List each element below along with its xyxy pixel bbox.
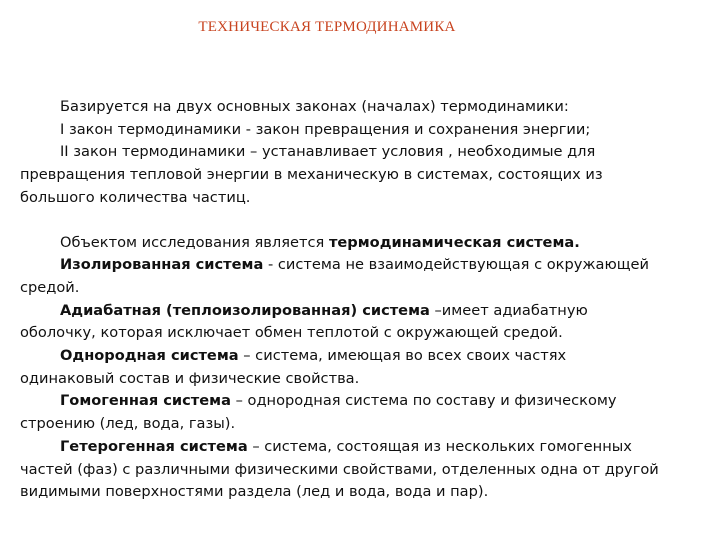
- object-term: термодинамическая система.: [328, 233, 580, 251]
- uniform-term: Однородная система: [60, 347, 239, 365]
- page-title: ТЕХНИЧЕСКАЯ ТЕРМОДИНАМИКА: [198, 19, 456, 35]
- uniform-definition: [20, 345, 660, 390]
- isolated-text: - система не взаимодействующая с окружающей средой.: [20, 256, 649, 296]
- second-law: II закон термодинамики – устанавливает условия , необходимые для превращения тепловой энергии в механическую в системах, состоящих из большого количества частиц.: [20, 143, 603, 206]
- adiabatic-definition: [20, 300, 660, 345]
- homogeneous-text: – однородная система по составу и физическому строению (лед, вода, газы).: [20, 392, 617, 433]
- paragraph-gap: [20, 210, 660, 232]
- adiabatic-term: Адиабатная (теплоизолированная) система: [60, 301, 430, 319]
- slide-body: [20, 96, 660, 504]
- first-law: I закон термодинамики - закон превращения и сохранения энергии;: [60, 120, 591, 138]
- adiabatic-text: –имеет адиабатную оболочку, которая исключает обмен теплотой с окружающей средой.: [20, 301, 588, 342]
- homogeneous-definition: [20, 390, 660, 435]
- heterogeneous-text: – система, состоящая из нескольких гомогенных частей (фаз) с различными физическими свойствами, отделенных одна от другой видимыми поверхностями раздела (лед и вода, вода и пар).: [20, 437, 659, 501]
- isolated-term: Изолированная система: [60, 256, 264, 274]
- object-prefix: Объектом исследования является: [60, 233, 329, 251]
- object-definition: [20, 232, 660, 255]
- heterogeneous-term: Гетерогенная система: [60, 437, 248, 455]
- heterogeneous-definition: [20, 436, 660, 504]
- homogeneous-term: Гомогенная система: [60, 392, 231, 410]
- uniform-text: – система, имеющая во всех своих частях одинаковый состав и физические свойства.: [20, 347, 567, 387]
- intro-line: Базируется на двух основных законах (началах) термодинамики:: [60, 98, 569, 115]
- isolated-definition: [20, 254, 660, 299]
